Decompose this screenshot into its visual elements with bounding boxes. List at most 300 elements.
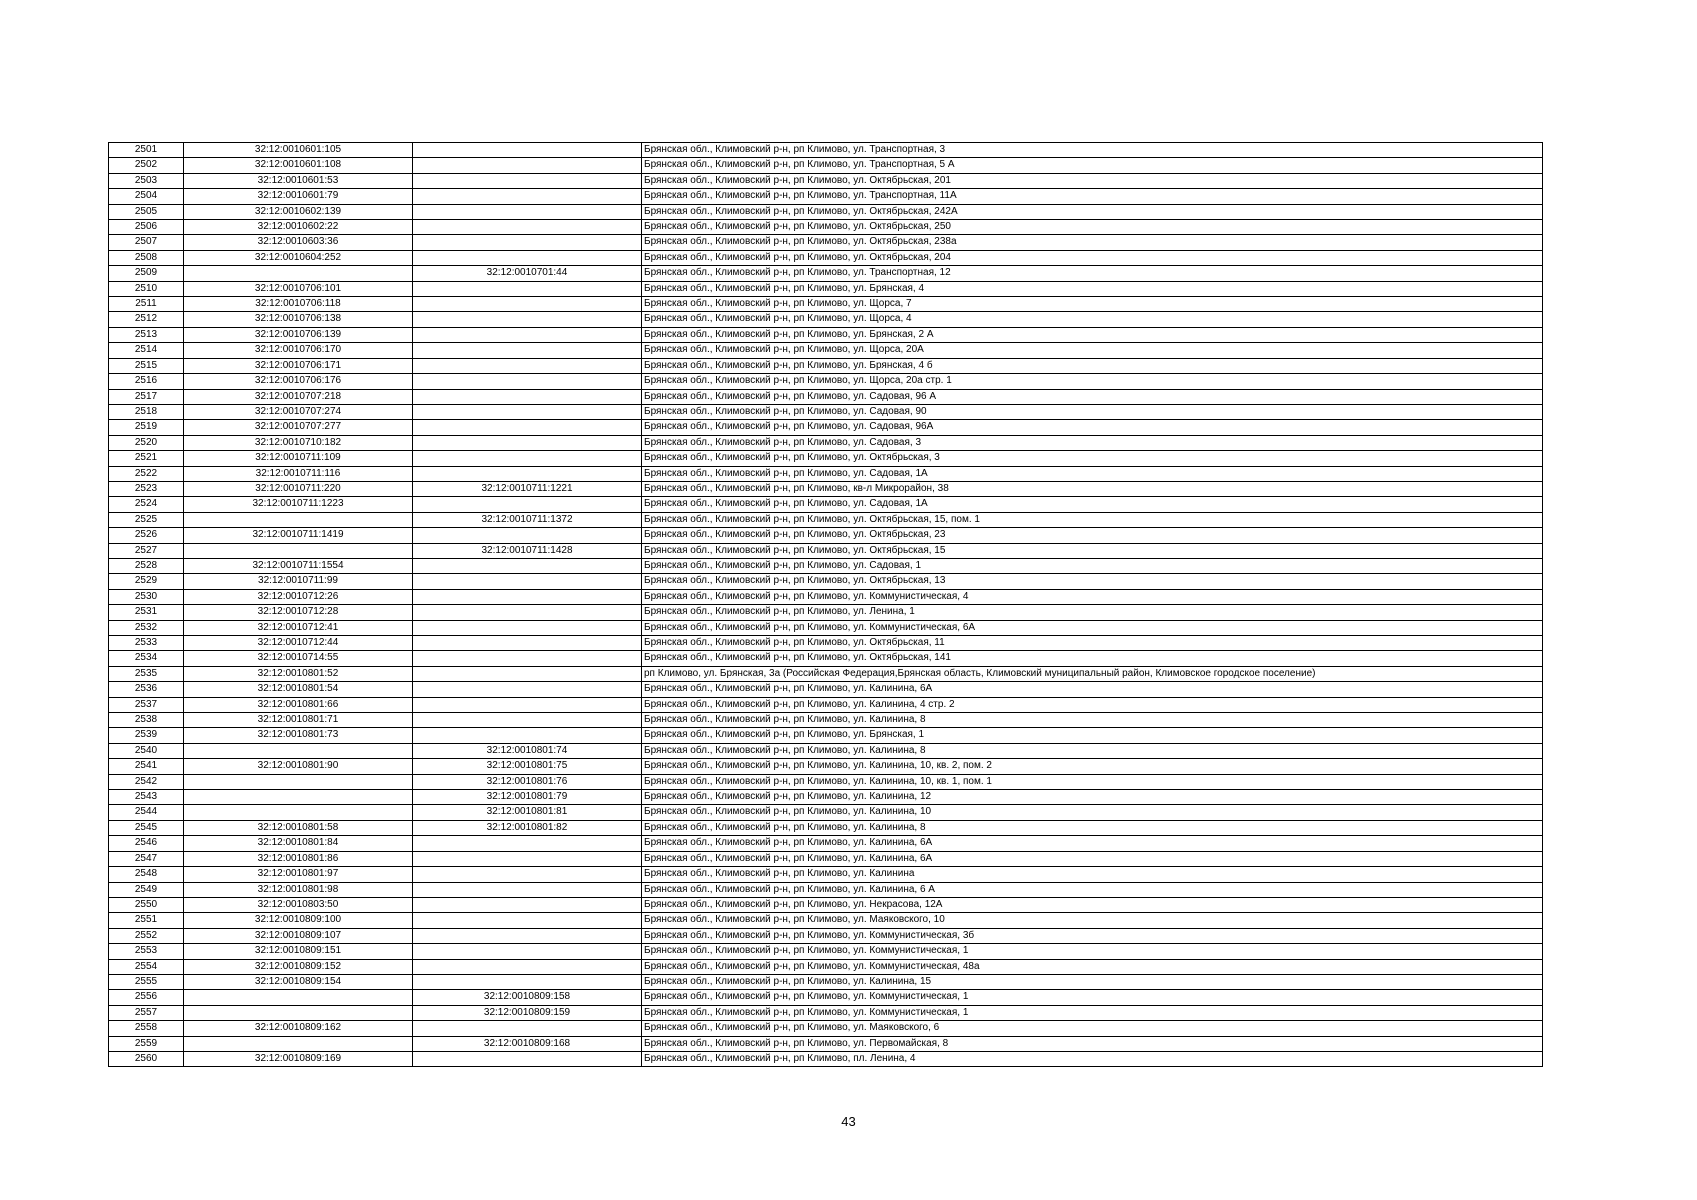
table-row [109,220,1543,235]
row-number-cell: 2525 [109,512,184,527]
building-cadastral-number-cell [413,620,642,635]
address-cell: Брянская обл., Климовский р-н, рп Климово, ул. Калинина, 6А [642,836,1543,851]
address-cell: Брянская обл., Климовский р-н, рп Климово, ул. Брянская, 4 [642,281,1543,296]
cadastral-number-cell: 32:12:0010604:252 [184,250,413,265]
table-row [109,250,1543,265]
building-cadastral-number-cell [413,651,642,666]
table-row [109,867,1543,882]
building-cadastral-number-cell [413,312,642,327]
address-cell: Брянская обл., Климовский р-н, рп Климово, ул. Коммунистическая, 3б [642,928,1543,943]
address-cell: Брянская обл., Климовский р-н, рп Климово, ул. Транспортная, 11А [642,189,1543,204]
address-cell: Брянская обл., Климовский р-н, рп Климово, ул. Коммунистическая, 48а [642,959,1543,974]
address-cell: Брянская обл., Климовский р-н, рп Климово, ул. Октябрьская, 13 [642,574,1543,589]
address-cell: Брянская обл., Климовский р-н, рп Климово, ул. Октябрьская, 242А [642,204,1543,219]
table-row [109,389,1543,404]
address-cell: Брянская обл., Климовский р-н, рп Климово, ул. Садовая, 3 [642,435,1543,450]
address-cell: Брянская обл., Климовский р-н, рп Климово, ул. Садовая, 96А [642,420,1543,435]
address-cell: Брянская обл., Климовский р-н, рп Климово, ул. Маяковского, 10 [642,913,1543,928]
row-number-cell: 2528 [109,558,184,573]
building-cadastral-number-cell [413,250,642,265]
cadastral-number-cell: 32:12:0010714:55 [184,651,413,666]
cadastral-number-cell: 32:12:0010602:139 [184,204,413,219]
cadastral-number-cell: 32:12:0010711:99 [184,574,413,589]
building-cadastral-number-cell [413,220,642,235]
cadastral-number-cell: 32:12:0010801:71 [184,713,413,728]
table-row [109,666,1543,681]
row-number-cell: 2510 [109,281,184,296]
building-cadastral-number-cell [413,605,642,620]
building-cadastral-number-cell: 32:12:0010809:168 [413,1036,642,1051]
table-row [109,1021,1543,1036]
row-number-cell: 2504 [109,189,184,204]
cadastral-number-cell: 32:12:0010809:154 [184,974,413,989]
building-cadastral-number-cell [413,374,642,389]
row-number-cell: 2540 [109,743,184,758]
address-cell: Брянская обл., Климовский р-н, рп Климово, ул. Коммунистическая, 1 [642,990,1543,1005]
table-row [109,851,1543,866]
cadastral-number-cell: 32:12:0010712:28 [184,605,413,620]
cadastral-number-cell: 32:12:0010711:109 [184,451,413,466]
row-number-cell: 2536 [109,682,184,697]
table-row [109,420,1543,435]
building-cadastral-number-cell [413,327,642,342]
row-number-cell: 2545 [109,820,184,835]
address-cell: Брянская обл., Климовский р-н, рп Климово, ул. Калинина, 8 [642,820,1543,835]
row-number-cell: 2560 [109,1051,184,1066]
building-cadastral-number-cell [413,435,642,450]
row-number-cell: 2537 [109,697,184,712]
cadastral-number-cell: 32:12:0010707:277 [184,420,413,435]
building-cadastral-number-cell [413,666,642,681]
cadastral-number-cell: 32:12:0010602:22 [184,220,413,235]
cadastral-number-cell: 32:12:0010706:176 [184,374,413,389]
table-row [109,805,1543,820]
building-cadastral-number-cell [413,974,642,989]
building-cadastral-number-cell [413,574,642,589]
address-cell: Брянская обл., Климовский р-н, рп Климово, ул. Брянская, 1 [642,728,1543,743]
table-row [109,451,1543,466]
table-row [109,882,1543,897]
row-number-cell: 2547 [109,851,184,866]
building-cadastral-number-cell [413,281,642,296]
building-cadastral-number-cell [413,713,642,728]
cadastral-number-cell: 32:12:0010603:36 [184,235,413,250]
cadastral-number-cell: 32:12:0010601:53 [184,173,413,188]
cadastral-number-cell: 32:12:0010801:54 [184,682,413,697]
building-cadastral-number-cell [413,897,642,912]
address-cell: Брянская обл., Климовский р-н, рп Климово, ул. Октябрьская, 11 [642,636,1543,651]
address-cell: Брянская обл., Климовский р-н, рп Климово, ул. Ленина, 1 [642,605,1543,620]
table-row [109,913,1543,928]
table-row [109,959,1543,974]
row-number-cell: 2524 [109,497,184,512]
cadastral-number-cell: 32:12:0010711:1419 [184,528,413,543]
cadastral-number-cell: 32:12:0010601:108 [184,158,413,173]
building-cadastral-number-cell [413,189,642,204]
cadastral-number-cell: 32:12:0010801:86 [184,851,413,866]
cadastral-number-cell [184,543,413,558]
table-row [109,790,1543,805]
table-row [109,605,1543,620]
table-row [109,358,1543,373]
building-cadastral-number-cell [413,1051,642,1066]
address-cell: Брянская обл., Климовский р-н, рп Климово, ул. Октябрьская, 250 [642,220,1543,235]
row-number-cell: 2527 [109,543,184,558]
cadastral-number-cell: 32:12:0010801:66 [184,697,413,712]
row-number-cell: 2521 [109,451,184,466]
building-cadastral-number-cell: 32:12:0010801:76 [413,774,642,789]
cadastral-number-cell: 32:12:0010803:50 [184,897,413,912]
table-row [109,204,1543,219]
row-number-cell: 2517 [109,389,184,404]
cadastral-number-cell [184,805,413,820]
address-cell: Брянская обл., Климовский р-н, рп Климово, ул. Садовая, 96 А [642,389,1543,404]
row-number-cell: 2544 [109,805,184,820]
cadastral-number-cell: 32:12:0010712:44 [184,636,413,651]
address-cell: Брянская обл., Климовский р-н, рп Климово, ул. Калинина, 6А [642,851,1543,866]
cadastral-number-cell: 32:12:0010801:52 [184,666,413,681]
cadastral-number-cell [184,990,413,1005]
table-row [109,728,1543,743]
cadastral-number-cell: 32:12:0010710:182 [184,435,413,450]
building-cadastral-number-cell: 32:12:0010701:44 [413,266,642,281]
address-cell: Брянская обл., Климовский р-н, рп Климово, ул. Октябрьская, 238а [642,235,1543,250]
table-row [109,235,1543,250]
registry-table-body [109,143,1543,1067]
row-number-cell: 2505 [109,204,184,219]
address-cell: Брянская обл., Климовский р-н, рп Климово, ул. Октябрьская, 204 [642,250,1543,265]
address-cell: Брянская обл., Климовский р-н, рп Климово, ул. Транспортная, 5 А [642,158,1543,173]
row-number-cell: 2538 [109,713,184,728]
cadastral-number-cell: 32:12:0010809:100 [184,913,413,928]
row-number-cell: 2503 [109,173,184,188]
building-cadastral-number-cell [413,928,642,943]
building-cadastral-number-cell [413,959,642,974]
cadastral-number-cell: 32:12:0010711:1223 [184,497,413,512]
row-number-cell: 2534 [109,651,184,666]
table-row [109,620,1543,635]
row-number-cell: 2532 [109,620,184,635]
row-number-cell: 2502 [109,158,184,173]
address-cell: Брянская обл., Климовский р-н, рп Климово, ул. Коммунистическая, 1 [642,1005,1543,1020]
building-cadastral-number-cell [413,158,642,173]
table-row [109,1036,1543,1051]
row-number-cell: 2508 [109,250,184,265]
cadastral-number-cell: 32:12:0010801:97 [184,867,413,882]
table-row [109,497,1543,512]
cadastral-number-cell: 32:12:0010711:1554 [184,558,413,573]
row-number-cell: 2559 [109,1036,184,1051]
building-cadastral-number-cell [413,358,642,373]
row-number-cell: 2523 [109,481,184,496]
building-cadastral-number-cell [413,636,642,651]
table-row [109,512,1543,527]
building-cadastral-number-cell [413,466,642,481]
address-cell: Брянская обл., Климовский р-н, рп Климово, ул. Щорса, 20А [642,343,1543,358]
building-cadastral-number-cell [413,204,642,219]
address-cell: Брянская обл., Климовский р-н, рп Климово, ул. Калинина, 15 [642,974,1543,989]
table-row [109,1005,1543,1020]
table-row [109,374,1543,389]
row-number-cell: 2554 [109,959,184,974]
building-cadastral-number-cell [413,851,642,866]
cadastral-number-cell: 32:12:0010809:151 [184,944,413,959]
cadastral-number-cell: 32:12:0010809:162 [184,1021,413,1036]
address-cell: Брянская обл., Климовский р-н, рп Климово, ул. Калинина, 6 А [642,882,1543,897]
row-number-cell: 2515 [109,358,184,373]
address-cell: Брянская обл., Климовский р-н, рп Климово, ул. Садовая, 90 [642,404,1543,419]
cadastral-number-cell [184,1005,413,1020]
row-number-cell: 2548 [109,867,184,882]
row-number-cell: 2555 [109,974,184,989]
cadastral-number-cell: 32:12:0010801:73 [184,728,413,743]
row-number-cell: 2516 [109,374,184,389]
building-cadastral-number-cell [413,420,642,435]
address-cell: Брянская обл., Климовский р-н, рп Климово, ул. Калинина, 6А [642,682,1543,697]
building-cadastral-number-cell [413,528,642,543]
cadastral-number-cell: 32:12:0010712:26 [184,589,413,604]
table-row [109,836,1543,851]
building-cadastral-number-cell [413,235,642,250]
row-number-cell: 2526 [109,528,184,543]
cadastral-number-cell [184,1036,413,1051]
row-number-cell: 2501 [109,143,184,158]
cadastral-number-cell: 32:12:0010809:169 [184,1051,413,1066]
building-cadastral-number-cell: 32:12:0010801:75 [413,759,642,774]
row-number-cell: 2552 [109,928,184,943]
table-row [109,713,1543,728]
address-cell: Брянская обл., Климовский р-н, рп Климово, ул. Калинина, 10 [642,805,1543,820]
table-row [109,682,1543,697]
row-number-cell: 2512 [109,312,184,327]
row-number-cell: 2535 [109,666,184,681]
cadastral-number-cell: 32:12:0010711:220 [184,481,413,496]
row-number-cell: 2553 [109,944,184,959]
table-row [109,636,1543,651]
building-cadastral-number-cell: 32:12:0010809:158 [413,990,642,1005]
table-row [109,990,1543,1005]
table-row [109,173,1543,188]
row-number-cell: 2557 [109,1005,184,1020]
row-number-cell: 2530 [109,589,184,604]
table-row [109,759,1543,774]
address-cell: Брянская обл., Климовский р-н, рп Климово, ул. Щорса, 7 [642,297,1543,312]
table-row [109,743,1543,758]
table-row [109,558,1543,573]
row-number-cell: 2539 [109,728,184,743]
table-row [109,651,1543,666]
address-cell: Брянская обл., Климовский р-н, рп Климово, ул. Первомайская, 8 [642,1036,1543,1051]
cadastral-number-cell: 32:12:0010711:116 [184,466,413,481]
table-row [109,466,1543,481]
address-cell: Брянская обл., Климовский р-н, рп Климово, ул. Октябрьская, 15 [642,543,1543,558]
table-row [109,266,1543,281]
table-row [109,697,1543,712]
address-cell: Брянская обл., Климовский р-н, рп Климово, ул. Калинина, 8 [642,713,1543,728]
building-cadastral-number-cell [413,944,642,959]
table-row [109,774,1543,789]
row-number-cell: 2519 [109,420,184,435]
cadastral-number-cell: 32:12:0010706:101 [184,281,413,296]
row-number-cell: 2506 [109,220,184,235]
table-row [109,481,1543,496]
cadastral-number-cell: 32:12:0010809:152 [184,959,413,974]
address-cell: Брянская обл., Климовский р-н, рп Климово, ул. Коммунистическая, 1 [642,944,1543,959]
table-row [109,143,1543,158]
table-row [109,404,1543,419]
address-cell: Брянская обл., Климовский р-н, рп Климово, ул. Калинина, 12 [642,790,1543,805]
address-cell: Брянская обл., Климовский р-н, рп Климово, ул. Транспортная, 12 [642,266,1543,281]
address-cell: Брянская обл., Климовский р-н, рп Климово, ул. Садовая, 1 [642,558,1543,573]
building-cadastral-number-cell [413,173,642,188]
cadastral-number-cell: 32:12:0010706:139 [184,327,413,342]
table-row [109,281,1543,296]
cadastral-number-cell: 32:12:0010712:41 [184,620,413,635]
address-cell: Брянская обл., Климовский р-н, рп Климово, ул. Калинина, 8 [642,743,1543,758]
table-row [109,589,1543,604]
address-cell: Брянская обл., Климовский р-н, рп Климово, ул. Октябрьская, 201 [642,173,1543,188]
building-cadastral-number-cell [413,589,642,604]
row-number-cell: 2543 [109,790,184,805]
cadastral-number-cell: 32:12:0010801:98 [184,882,413,897]
address-cell: Брянская обл., Климовский р-н, рп Климово, ул. Октябрьская, 15, пом. 1 [642,512,1543,527]
row-number-cell: 2556 [109,990,184,1005]
address-cell: Брянская обл., Климовский р-н, рп Климово, кв-л Микрорайон, 38 [642,481,1543,496]
cadastral-number-cell: 32:12:0010801:90 [184,759,413,774]
table-row [109,574,1543,589]
table-row [109,343,1543,358]
row-number-cell: 2529 [109,574,184,589]
address-cell: Брянская обл., Климовский р-н, рп Климово, ул. Калинина, 10, кв. 1, пом. 1 [642,774,1543,789]
building-cadastral-number-cell [413,497,642,512]
address-cell: Брянская обл., Климовский р-н, рп Климово, ул. Транспортная, 3 [642,143,1543,158]
table-row [109,528,1543,543]
table-row [109,435,1543,450]
building-cadastral-number-cell: 32:12:0010711:1372 [413,512,642,527]
row-number-cell: 2531 [109,605,184,620]
building-cadastral-number-cell [413,867,642,882]
cadastral-number-cell: 32:12:0010706:118 [184,297,413,312]
cadastral-number-cell [184,774,413,789]
table-row [109,928,1543,943]
cadastral-number-cell: 32:12:0010809:107 [184,928,413,943]
building-cadastral-number-cell [413,1021,642,1036]
address-cell: Брянская обл., Климовский р-н, рп Климово, ул. Брянская, 2 А [642,327,1543,342]
building-cadastral-number-cell [413,836,642,851]
building-cadastral-number-cell: 32:12:0010711:1428 [413,543,642,558]
address-cell: Брянская обл., Климовский р-н, рп Климово, ул. Садовая, 1А [642,466,1543,481]
table-row [109,297,1543,312]
row-number-cell: 2549 [109,882,184,897]
table-row [109,327,1543,342]
building-cadastral-number-cell [413,558,642,573]
address-cell: Брянская обл., Климовский р-н, рп Климово, ул. Октябрьская, 141 [642,651,1543,666]
address-cell: Брянская обл., Климовский р-н, рп Климово, ул. Коммунистическая, 4 [642,589,1543,604]
building-cadastral-number-cell [413,143,642,158]
building-cadastral-number-cell: 32:12:0010801:79 [413,790,642,805]
cadastral-number-cell [184,266,413,281]
cadastral-number-cell: 32:12:0010801:84 [184,836,413,851]
row-number-cell: 2522 [109,466,184,481]
row-number-cell: 2542 [109,774,184,789]
building-cadastral-number-cell [413,882,642,897]
building-cadastral-number-cell: 32:12:0010801:82 [413,820,642,835]
cadastral-number-cell: 32:12:0010707:218 [184,389,413,404]
row-number-cell: 2520 [109,435,184,450]
table-row [109,974,1543,989]
cadastral-number-cell: 32:12:0010801:58 [184,820,413,835]
row-number-cell: 2514 [109,343,184,358]
building-cadastral-number-cell [413,297,642,312]
cadastral-number-cell: 32:12:0010706:138 [184,312,413,327]
address-cell: Брянская обл., Климовский р-н, рп Климово, ул. Щорса, 4 [642,312,1543,327]
row-number-cell: 2518 [109,404,184,419]
address-cell: Брянская обл., Климовский р-н, рп Климово, ул. Коммунистическая, 6А [642,620,1543,635]
building-cadastral-number-cell: 32:12:0010801:74 [413,743,642,758]
address-cell: Брянская обл., Климовский р-н, рп Климово, ул. Октябрьская, 3 [642,451,1543,466]
page-number: 43 [841,1114,856,1129]
cadastral-number-cell: 32:12:0010601:79 [184,189,413,204]
building-cadastral-number-cell [413,682,642,697]
row-number-cell: 2558 [109,1021,184,1036]
table-row [109,944,1543,959]
address-cell: Брянская обл., Климовский р-н, рп Климово, ул. Калинина, 4 стр. 2 [642,697,1543,712]
address-cell: Брянская обл., Климовский р-н, рп Климово, ул. Садовая, 1А [642,497,1543,512]
row-number-cell: 2509 [109,266,184,281]
address-cell: Брянская обл., Климовский р-н, рп Климово, ул. Октябрьская, 23 [642,528,1543,543]
row-number-cell: 2511 [109,297,184,312]
building-cadastral-number-cell: 32:12:0010711:1221 [413,481,642,496]
table-row [109,1051,1543,1066]
row-number-cell: 2533 [109,636,184,651]
table-row [109,158,1543,173]
row-number-cell: 2541 [109,759,184,774]
building-cadastral-number-cell: 32:12:0010801:81 [413,805,642,820]
address-cell: Брянская обл., Климовский р-н, рп Климово, пл. Ленина, 4 [642,1051,1543,1066]
address-cell: Брянская обл., Климовский р-н, рп Климово, ул. Некрасова, 12А [642,897,1543,912]
table-row [109,543,1543,558]
building-cadastral-number-cell: 32:12:0010809:159 [413,1005,642,1020]
address-cell: Брянская обл., Климовский р-н, рп Климово, ул. Калинина [642,867,1543,882]
address-cell: Брянская обл., Климовский р-н, рп Климово, ул. Калинина, 10, кв. 2, пом. 2 [642,759,1543,774]
cadastral-number-cell: 32:12:0010601:105 [184,143,413,158]
row-number-cell: 2507 [109,235,184,250]
building-cadastral-number-cell [413,451,642,466]
table-row [109,189,1543,204]
building-cadastral-number-cell [413,389,642,404]
table-row [109,820,1543,835]
cadastral-number-cell [184,743,413,758]
row-number-cell: 2550 [109,897,184,912]
building-cadastral-number-cell [413,697,642,712]
building-cadastral-number-cell [413,728,642,743]
cadastral-number-cell [184,512,413,527]
table-row [109,312,1543,327]
building-cadastral-number-cell [413,343,642,358]
cadastral-number-cell [184,790,413,805]
cadastral-number-cell: 32:12:0010706:171 [184,358,413,373]
row-number-cell: 2551 [109,913,184,928]
building-cadastral-number-cell [413,913,642,928]
building-cadastral-number-cell [413,404,642,419]
address-cell: Брянская обл., Климовский р-н, рп Климово, ул. Маяковского, 6 [642,1021,1543,1036]
cadastral-number-cell: 32:12:0010707:274 [184,404,413,419]
cadastral-number-cell: 32:12:0010706:170 [184,343,413,358]
row-number-cell: 2546 [109,836,184,851]
registry-table [108,142,1543,1067]
row-number-cell: 2513 [109,327,184,342]
address-cell: Брянская обл., Климовский р-н, рп Климово, ул. Щорса, 20а стр. 1 [642,374,1543,389]
